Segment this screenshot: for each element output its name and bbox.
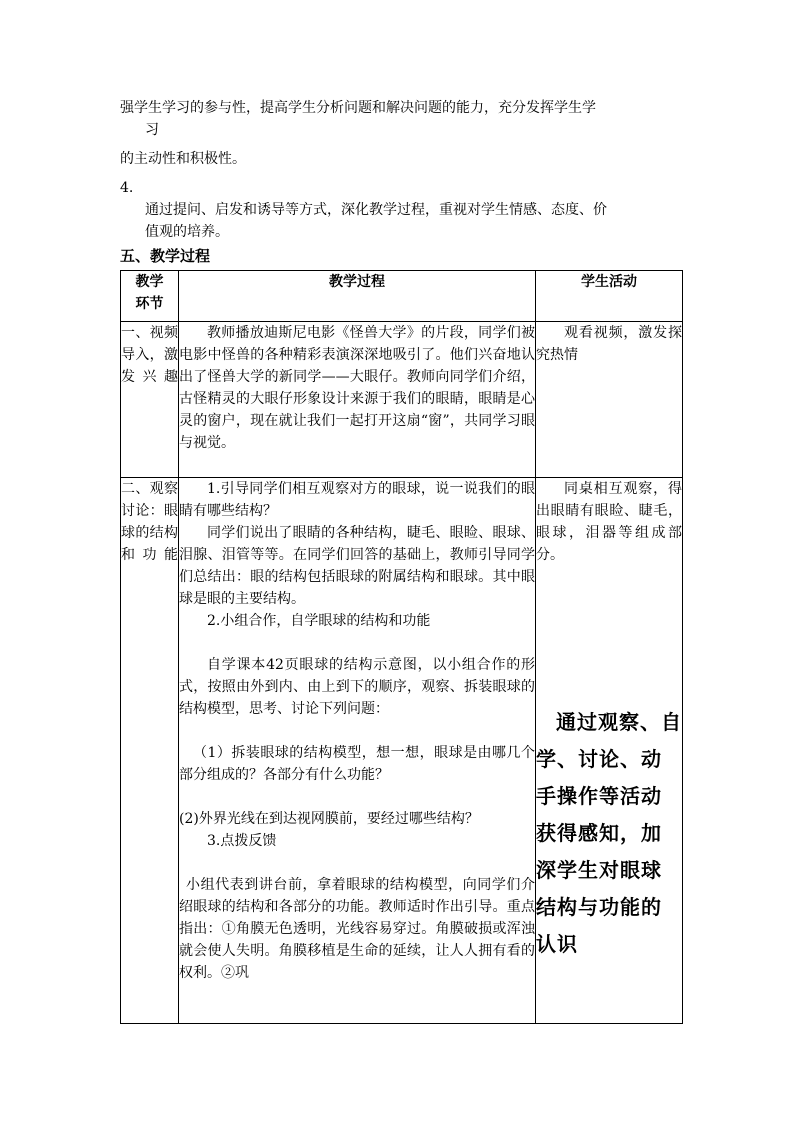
intro-line-2: 的主动性和积极性。 <box>120 151 246 167</box>
process-paragraph: 自学课本42页眼球的结构示意图，以小组合作的形式，按照由外到内、由上到下的顺序，观察、拆装眼球的结构模型，思考、讨论下列问题： <box>179 657 535 717</box>
process-question-1: （1）拆装眼球的结构模型，想一想，眼球是由哪几个部分组成的？各部分有什么功能？ <box>179 745 535 783</box>
item-4-number: 4. <box>120 180 134 196</box>
teaching-process-table <box>120 270 683 1024</box>
table-row <box>121 478 683 1024</box>
process-cell-1 <box>179 322 536 478</box>
student-activity-text: 观看视频，激发探究热情 <box>536 325 682 363</box>
process-paragraph: 教师播放迪斯尼电影《怪兽大学》的片段，同学们被电影中怪兽的各种精彩表演深深地吸引了。他们兴奋地认出了怪兽大学的新同学——大眼仔。教师向同学们介绍，古怪精灵的大眼仔形象设计来源于我们的眼睛，眼睛是心灵的窗户，现在就让我们一起打开这扇“窗”，共同学习眼与视觉。 <box>179 325 535 451</box>
section-title: 五、教学过程 <box>120 247 211 265</box>
student-cell-1 <box>536 322 683 478</box>
header-stage-line-2: 环节 <box>135 296 164 312</box>
stage-cell-1: 一、视频导入，激发兴趣 <box>121 322 179 478</box>
header-stage-line-1: 教学 <box>135 274 164 290</box>
process-cell-2 <box>179 478 536 1024</box>
header-student: 学生活动 <box>536 271 683 322</box>
process-paragraph: 小组代表到讲台前，拿着眼球的结构模型，向同学们介绍眼球的结构和各部分的功能。教师适时作出引导。重点指出：①角膜无色透明，光线容易穿过。角膜破损或浑浊就会使人失明。角膜移植是生命的延续，让人人拥有看的权利。②巩 <box>179 877 535 981</box>
process-question-2: (2)外界光线在到达视网膜前，要经过哪些结构？ <box>179 811 479 827</box>
process-paragraph: 同学们说出了眼睛的各种结构，睫毛、眼睑、眼球、泪腺、泪管等等。在同学们回答的基础上，教师引导同学们总结出：眼的结构包括眼球的附属结构和眼球。其中眼球是眼的主要结构。 <box>179 525 535 607</box>
table-row <box>121 322 683 478</box>
item-4-line-2: 值观的培养。 <box>145 224 229 240</box>
stage-cell-2: 二、观察讨论：眼球的结构和功能 <box>121 478 179 1024</box>
intro-line-1: 强学生学习的参与性，提高学生分析问题和解决问题的能力，充分发挥学生学 <box>120 100 596 116</box>
header-process: 教学过程 <box>179 271 536 322</box>
process-step-2: 2.小组合作，自学眼球的结构和功能 <box>207 613 431 629</box>
header-stage <box>121 271 179 322</box>
student-cell-2 <box>536 478 683 1024</box>
process-step-1: 1.引导同学们相互观察对方的眼球，说一说我们的眼睛有哪些结构？ <box>179 481 535 519</box>
student-highlight-text: 通过观察、自学、讨论、动手操作等活动获得感知，加深学生对眼球结构与功能的认识 <box>536 710 682 956</box>
table-header-row <box>121 271 683 322</box>
process-step-3: 3.点拨反馈 <box>207 833 277 849</box>
item-4-line-1: 通过提问、启发和诱导等方式，深化教学过程，重视对学生情感、态度、价 <box>145 202 607 218</box>
student-activity-text: 同桌相互观察，得出眼睛有眼睑、睫毛，眼球，泪器等组成部分。 <box>536 481 682 563</box>
intro-line-1-wrap: 习 <box>145 122 159 138</box>
